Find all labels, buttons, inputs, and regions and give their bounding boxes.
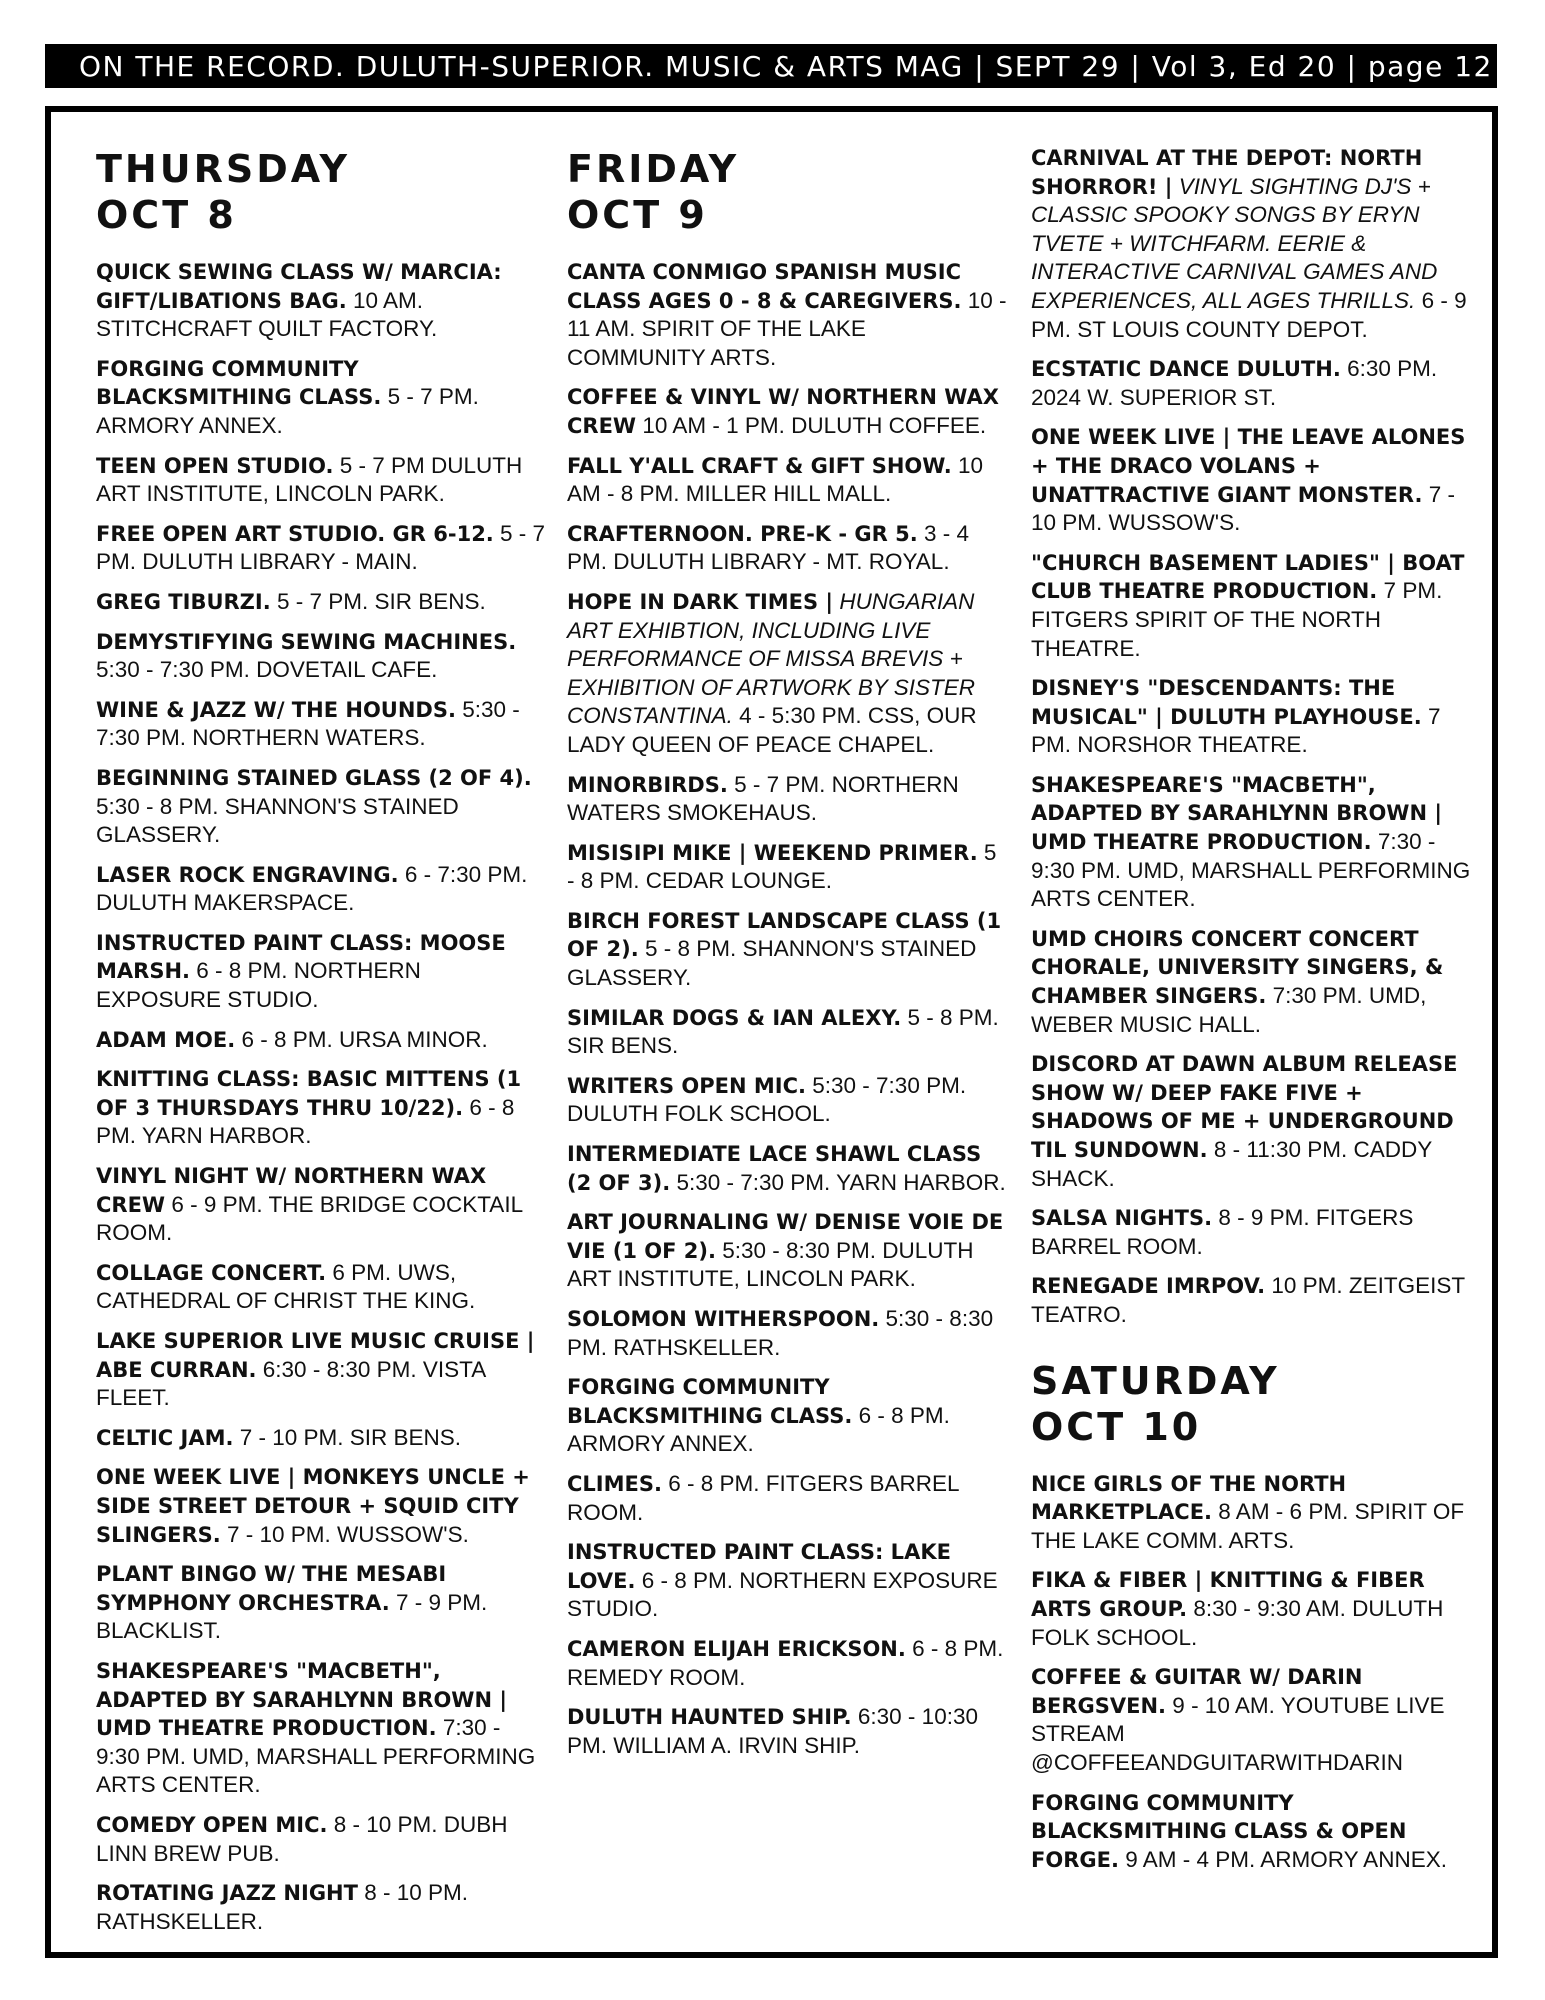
event-time-venue: 10 PM. ZEITGEIST TEATRO. — [1031, 1273, 1465, 1327]
event-listing — [96, 1259, 546, 1316]
event-title: QUICK SEWING CLASS W/ MARCIA: GIFT/LIBATIONS BAG. — [96, 260, 502, 313]
event-time-venue: 5:30 - 8 PM. SHANNON'S STAINED GLASSERY. — [96, 793, 459, 848]
event-title: COFFEE & GUITAR W/ DARIN BERGSVEN. — [1031, 1665, 1363, 1718]
event-listing — [96, 1879, 546, 1936]
event-title: MISISIPI MIKE | WEEKEND PRIMER. — [567, 840, 978, 865]
event-listing — [1031, 1566, 1471, 1652]
event-listing — [567, 1373, 1007, 1459]
event-listing — [1031, 674, 1471, 760]
event-time-venue: 7:30 - 9:30 PM. UMD, MARSHALL PERFORMING ARTS CENTER. — [96, 1715, 536, 1798]
event-title: WRITERS OPEN MIC. — [567, 1073, 806, 1098]
event-title: INSTRUCTED PAINT CLASS: LAKE LOVE. — [567, 1540, 951, 1593]
event-listing — [567, 258, 1007, 372]
event-title: INSTRUCTED PAINT CLASS: MOOSE MARSH. — [96, 930, 506, 984]
event-title: CAMERON ELIJAH ERICKSON. — [567, 1636, 906, 1661]
event-time-venue: 5 - 7 PM. SIR BENS. — [270, 588, 486, 614]
event-time-venue: 7 - 10 PM. SIR BENS. — [233, 1424, 462, 1450]
event-time-venue: 6 - 9 PM. THE BRIDGE COCKTAIL ROOM. — [96, 1191, 523, 1246]
event-listing — [96, 520, 546, 577]
event-title: ECSTATIC DANCE DULUTH. — [1031, 357, 1341, 382]
event-time-venue: 6 - 8 PM. ARMORY ANNEX. — [567, 1402, 950, 1457]
event-list-friday — [567, 258, 1007, 1760]
event-time-venue: 10 AM - 8 PM. MILLER HILL MALL. — [567, 452, 983, 507]
event-time-venue: 5:30 - 8:30 PM. RATHSKELLER. — [567, 1306, 994, 1360]
day-heading-saturday — [1031, 1358, 1471, 1450]
event-title: PLANT BINGO W/ THE MESABI SYMPHONY ORCHESTRA. — [96, 1562, 447, 1615]
event-listing — [567, 1140, 1007, 1197]
event-listing — [1031, 1789, 1471, 1875]
event-listing — [567, 383, 1007, 440]
event-title: ROTATING JAZZ NIGHT — [96, 1881, 358, 1906]
event-title: DISNEY'S "DESCENDANTS: THE MUSICAL" | DULUTH PLAYHOUSE. — [1031, 676, 1422, 729]
event-time-venue: 6:30 - 10:30 PM. WILLIAM A. IRVIN SHIP. — [567, 1704, 978, 1758]
event-time-venue: 5 - 7 PM. ARMORY ANNEX. — [96, 384, 479, 438]
event-listing — [96, 628, 546, 685]
event-time-venue: 9 - 10 AM. YOUTUBE LIVE STREAM @COFFEEANDGUITARWITHDARIN — [1031, 1692, 1445, 1775]
event-title: ADAM MOE. — [96, 1027, 236, 1052]
event-time-venue: 5:30 - 7:30 PM. YARN HARBOR. — [670, 1169, 1006, 1195]
column-friday — [567, 146, 1007, 1771]
event-title: COMEDY OPEN MIC. — [96, 1812, 328, 1837]
event-listing — [567, 588, 1007, 760]
event-listing — [96, 696, 546, 753]
event-time-venue: 10 AM. STITCHCRAFT QUILT FACTORY. — [96, 287, 438, 342]
event-time-venue: 6 - 8 PM. REMEDY ROOM. — [567, 1635, 1004, 1690]
event-title: FORGING COMMUNITY BLACKSMITHING CLASS. — [567, 1375, 853, 1428]
event-time-venue: 7 - 9 PM. BLACKLIST. — [96, 1589, 488, 1644]
event-time-venue: 6 - 8 PM. NORTHERN EXPOSURE STUDIO. — [96, 958, 421, 1013]
event-description: HUNGARIAN ART EXHIBTION, INCLUDING LIVE PERFORMANCE OF MISSA BREVIS + EXHIBITION OF ARTWORK BY SISTER CONSTANTINA. — [567, 588, 975, 729]
day-name: FRIDAY — [567, 147, 740, 191]
event-title: LAKE SUPERIOR LIVE MUSIC CRUISE | ABE CURRAN. — [96, 1329, 535, 1382]
event-title: NICE GIRLS OF THE NORTH MARKETPLACE. — [1031, 1471, 1347, 1525]
day-date: OCT 8 — [96, 193, 237, 237]
event-title: INTERMEDIATE LACE SHAWL CLASS (2 OF 3). — [567, 1142, 982, 1195]
event-title: FREE OPEN ART STUDIO. GR 6-12. — [96, 521, 494, 546]
event-time-venue: 5 - 8 PM. CEDAR LOUNGE. — [567, 839, 997, 894]
event-title: CELTIC JAM. — [96, 1425, 234, 1450]
event-time-venue: 7:30 PM. UMD, WEBER MUSIC HALL. — [1031, 983, 1427, 1037]
event-title: KNITTING CLASS: BASIC MITTENS (1 OF 3 THURSDAYS THRU 10/22). — [96, 1067, 522, 1120]
event-time-venue: 9 AM - 4 PM. ARMORY ANNEX. — [1118, 1846, 1447, 1872]
day-date: OCT 10 — [1031, 1404, 1202, 1449]
event-title: DEMYSTIFYING SEWING MACHINES. — [96, 629, 517, 654]
event-title: WINE & JAZZ W/ THE HOUNDS. — [96, 697, 456, 722]
event-title: SOLOMON WITHERSPOON. — [567, 1307, 880, 1331]
event-listing — [1031, 1272, 1471, 1329]
event-time-venue: 5 - 7 PM DULUTH ART INSTITUTE, LINCOLN PARK. — [96, 452, 523, 507]
event-list-friday-continued — [1031, 144, 1471, 1330]
event-title: DISCORD AT DAWN ALBUM RELEASE SHOW W/ DEEP FAKE FIVE + SHADOWS OF ME + UNDERGROUND TIL SUNDOWN. — [1031, 1052, 1458, 1162]
event-time-venue: 8:30 - 9:30 AM. DULUTH FOLK SCHOOL. — [1031, 1595, 1444, 1650]
event-title: UMD CHOIRS CONCERT CONCERT CHORALE, UNIVERSITY SINGERS, & CHAMBER SINGERS. — [1031, 926, 1444, 1009]
event-time-venue: 5:30 - 7:30 PM. DOVETAIL CAFE. — [96, 657, 438, 683]
event-title: "CHURCH BASEMENT LADIES" | BOAT CLUB THEATRE PRODUCTION. — [1031, 550, 1465, 604]
event-listing — [1031, 925, 1471, 1039]
column-thursday — [96, 146, 546, 1947]
event-title: GREG TIBURZI. — [96, 589, 271, 614]
day-date: OCT 9 — [567, 193, 708, 237]
event-title: BIRCH FOREST LANDSCAPE CLASS (1 OF 2). — [567, 908, 1002, 962]
event-title: SHAKESPEARE'S "MACBETH", ADAPTED BY SARAHLYNN BROWN | UMD THEATRE PRODUCTION. — [1031, 772, 1443, 855]
day-name: SATURDAY — [1031, 1358, 1280, 1403]
event-listing — [96, 1065, 546, 1151]
event-title: FORGING COMMUNITY BLACKSMITHING CLASS. — [96, 356, 382, 410]
day-heading-thursday — [96, 146, 546, 238]
event-time-venue: 5 - 8 PM. SHANNON'S STAINED GLASSERY. — [567, 936, 977, 991]
event-listing — [96, 1327, 546, 1413]
event-time-venue: 6 PM. UWS, CATHEDRAL OF CHRIST THE KING. — [96, 1259, 476, 1314]
event-time-venue: 6:30 PM. 2024 W. SUPERIOR ST. — [1031, 356, 1438, 410]
event-title: ART JOURNALING W/ DENISE VOIE DE VIE (1 OF 2). — [567, 1210, 1004, 1263]
event-title: CARNIVAL AT THE DEPOT: NORTH SHORROR! | — [1031, 146, 1423, 199]
event-listing — [567, 771, 1007, 828]
event-title: CRAFTERNOON. PRE-K - GR 5. — [567, 521, 918, 546]
event-time-venue: 5:30 - 7:30 PM. DULUTH FOLK SCHOOL. — [567, 1072, 967, 1127]
event-title: CANTA CONMIGO SPANISH MUSIC CLASS AGES 0 - 8 & CAREGIVERS. — [567, 260, 962, 313]
event-listing — [567, 1208, 1007, 1294]
event-listing — [96, 1657, 546, 1800]
event-listing — [96, 764, 546, 850]
event-listing — [96, 355, 546, 441]
event-title: LASER ROCK ENGRAVING. — [96, 862, 399, 887]
event-title: CLIMES. — [567, 1471, 662, 1496]
event-listing — [567, 1004, 1007, 1061]
event-time-venue: 5 - 7 PM. NORTHERN WATERS SMOKEHAUS. — [567, 771, 959, 826]
event-listing — [1031, 423, 1471, 537]
event-listing — [567, 1470, 1007, 1527]
event-title: RENEGADE IMRPOV. — [1031, 1274, 1266, 1299]
event-title: COFFEE & VINYL W/ NORTHERN WAX CREW — [567, 385, 999, 438]
event-time-venue: 10 - 11 AM. SPIRIT OF THE LAKE COMMUNITY ARTS. — [567, 287, 1007, 370]
event-time-venue: 7 PM. NORSHOR THEATRE. — [1031, 703, 1441, 758]
event-listing — [567, 520, 1007, 577]
event-time-venue: 4 - 5:30 PM. CSS, OUR LADY QUEEN OF PEACE CHAPEL. — [567, 703, 977, 757]
event-title: HOPE IN DARK TIMES | — [567, 589, 834, 614]
event-listing — [1031, 771, 1471, 914]
event-listing — [96, 1560, 546, 1646]
event-listing — [1031, 1663, 1471, 1777]
event-time-venue: 7 - 10 PM. WUSSOW'S. — [1031, 481, 1455, 536]
event-listing — [567, 907, 1007, 993]
event-listing — [1031, 144, 1471, 344]
event-time-venue: 7:30 - 9:30 PM. UMD, MARSHALL PERFORMING ARTS CENTER. — [1031, 829, 1471, 912]
event-listing — [567, 1538, 1007, 1624]
event-listing — [1031, 549, 1471, 663]
event-time-venue: 8 - 10 PM. RATHSKELLER. — [96, 1880, 469, 1934]
event-listing — [567, 1703, 1007, 1760]
event-listing — [96, 861, 546, 918]
event-title: FORGING COMMUNITY BLACKSMITHING CLASS & OPEN FORGE. — [1031, 1790, 1407, 1872]
day-name: THURSDAY — [96, 147, 351, 191]
event-listing — [567, 1072, 1007, 1129]
event-title: BEGINNING STAINED GLASS (2 OF 4). — [96, 765, 532, 790]
event-listing — [1031, 1050, 1471, 1193]
event-time-venue: 5:30 - 8:30 PM. DULUTH ART INSTITUTE, LINCOLN PARK. — [567, 1237, 974, 1292]
event-title: SALSA NIGHTS. — [1031, 1206, 1213, 1231]
event-listing — [96, 1026, 546, 1055]
event-list-saturday — [1031, 1470, 1471, 1875]
event-time-venue: 10 AM - 1 PM. DULUTH COFFEE. — [636, 412, 987, 438]
event-title: FALL Y'ALL CRAFT & GIFT SHOW. — [567, 453, 952, 478]
event-title: SIMILAR DOGS & IAN ALEXY. — [567, 1005, 902, 1030]
event-listing — [96, 258, 546, 344]
event-time-venue: 3 - 4 PM. DULUTH LIBRARY - MT. ROYAL. — [567, 520, 969, 575]
event-title: ONE WEEK LIVE | MONKEYS UNCLE + SIDE STREET DETOUR + SQUID CITY SLINGERS. — [96, 1465, 530, 1547]
event-listing — [96, 588, 546, 617]
event-title: ONE WEEK LIVE | THE LEAVE ALONES + THE DRACO VOLANS + UNATTRACTIVE GIANT MONSTER. — [1031, 425, 1466, 507]
event-time-venue: 5:30 - 7:30 PM. NORTHERN WATERS. — [96, 696, 520, 751]
event-time-venue: 5 - 8 PM. SIR BENS. — [567, 1004, 999, 1059]
event-time-venue: 6 - 7:30 PM. DULUTH MAKERSPACE. — [96, 861, 528, 916]
event-time-venue: 5 - 7 PM. DULUTH LIBRARY - MAIN. — [96, 520, 546, 575]
event-time-venue: 7 PM. FITGERS SPIRIT OF THE NORTH THEATRE. — [1031, 578, 1443, 661]
header-text: ON THE RECORD. DULUTH-SUPERIOR. MUSIC & ARTS MAG | SEPT 29 | Vol 3, Ed 20 | page 12 — [79, 49, 1493, 83]
event-time-venue: 6 - 8 PM. NORTHERN EXPOSURE STUDIO. — [567, 1567, 998, 1622]
event-time-venue: 8 - 9 PM. FITGERS BARREL ROOM. — [1031, 1205, 1414, 1259]
event-time-venue: 6 - 8 PM. URSA MINOR. — [235, 1026, 488, 1052]
event-listing — [567, 1305, 1007, 1362]
event-listing — [1031, 355, 1471, 412]
event-listing — [567, 839, 1007, 896]
event-listing — [567, 452, 1007, 509]
event-listing — [96, 1162, 546, 1248]
event-description: VINYL SIGHTING DJ'S + CLASSIC SPOOKY SONGS BY ERYN TVETE + WITCHFARM. EERIE & INTERACTIVE CARNIVAL GAMES AND EXPERIENCES, ALL AGES THRILLS. — [1031, 173, 1438, 313]
event-time-venue: 8 AM - 6 PM. SPIRIT OF THE LAKE COMM. ARTS. — [1031, 1499, 1465, 1553]
event-listing — [96, 1463, 546, 1549]
event-time-venue: 6 - 8 PM. FITGERS BARREL ROOM. — [567, 1470, 959, 1525]
event-title: TEEN OPEN STUDIO. — [96, 453, 334, 478]
event-time-venue: 8 - 11:30 PM. CADDY SHACK. — [1031, 1137, 1432, 1191]
event-time-venue: 6:30 - 8:30 PM. VISTA FLEET. — [96, 1356, 485, 1411]
event-title: DULUTH HAUNTED SHIP. — [567, 1705, 852, 1730]
event-title: FIKA & FIBER | KNITTING & FIBER ARTS GROUP. — [1031, 1568, 1425, 1621]
day-heading-friday — [567, 146, 1007, 238]
event-time-venue: 7 - 10 PM. WUSSOW'S. — [220, 1521, 469, 1547]
magazine-header-bar — [45, 44, 1497, 88]
event-list-thursday — [96, 258, 546, 1936]
event-listing — [567, 1635, 1007, 1692]
event-listing — [96, 1811, 546, 1868]
event-listing — [1031, 1204, 1471, 1261]
event-time-venue: 6 - 8 PM. YARN HARBOR. — [96, 1094, 515, 1149]
event-listing — [96, 1424, 546, 1453]
event-title: SHAKESPEARE'S "MACBETH", ADAPTED BY SARAHLYNN BROWN | UMD THEATRE PRODUCTION. — [96, 1658, 508, 1741]
column-friday-continued-saturday — [1031, 144, 1471, 1885]
event-title: COLLAGE CONCERT. — [96, 1260, 327, 1285]
event-listing — [96, 452, 546, 509]
event-listing — [1031, 1470, 1471, 1556]
event-title: VINYL NIGHT W/ NORTHERN WAX CREW — [96, 1164, 487, 1217]
event-time-venue: 8 - 10 PM. DUBH LINN BREW PUB. — [96, 1811, 508, 1866]
event-listing — [96, 929, 546, 1015]
event-time-venue: 6 - 9 PM. ST LOUIS COUNTY DEPOT. — [1031, 287, 1467, 342]
event-title: MINORBIRDS. — [567, 772, 728, 797]
